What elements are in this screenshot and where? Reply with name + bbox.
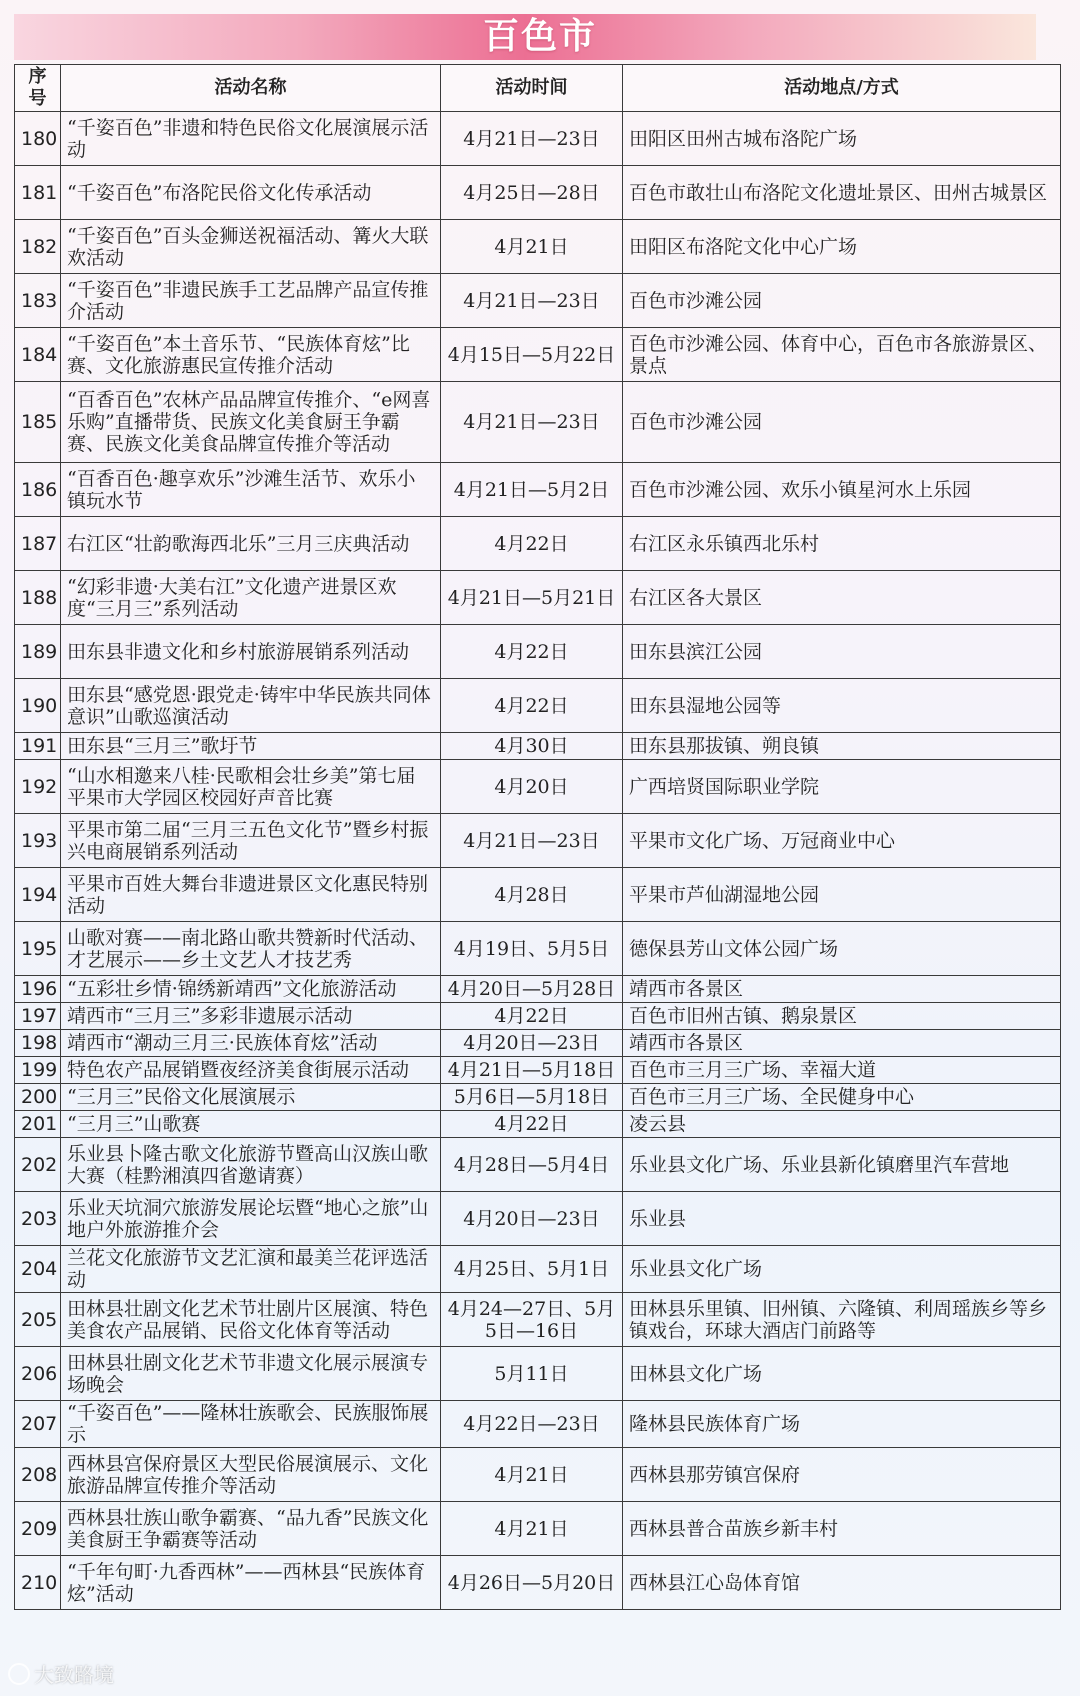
table-row: [15, 1057, 1061, 1084]
table-row: [15, 1030, 1061, 1057]
row-number: 202: [15, 1138, 61, 1192]
activity-place: 百色市敢壮山布洛陀文化遗址景区、田州古城景区: [623, 166, 1061, 220]
activity-time: 4月21日: [441, 1448, 623, 1502]
activity-name: “三月三”民俗文化展演展示: [61, 1084, 441, 1111]
activity-name: 乐业天坑洞穴旅游发展论坛暨“地心之旅”山地户外旅游推介会: [61, 1192, 441, 1246]
activity-time: 5月11日: [441, 1347, 623, 1401]
activity-time: 4月28日—5月4日: [441, 1138, 623, 1192]
watermark-logo-icon: [8, 1663, 30, 1685]
row-number: 210: [15, 1556, 61, 1610]
row-number: 183: [15, 274, 61, 328]
activity-table: [14, 64, 1061, 1610]
activity-name: 平果市第二届“三月三五色文化节”暨乡村振兴电商展销系列活动: [61, 814, 441, 868]
table-row: [15, 463, 1061, 517]
activity-place: 靖西市各景区: [623, 1030, 1061, 1057]
activity-time: 4月22日: [441, 679, 623, 733]
activity-time: 4月25日—28日: [441, 166, 623, 220]
activity-time: 4月21日—23日: [441, 112, 623, 166]
activity-place: 平果市文化广场、万冠商业中心: [623, 814, 1061, 868]
activity-place: 百色市沙滩公园、欢乐小镇星河水上乐园: [623, 463, 1061, 517]
row-number: 194: [15, 868, 61, 922]
table-row: [15, 1502, 1061, 1556]
activity-name: “千姿百色”本土音乐节、“民族体育炫”比赛、文化旅游惠民宣传推介活动: [61, 328, 441, 382]
activity-name: 田林县壮剧文化艺术节壮剧片区展演、特色美食农产品展销、民俗文化体育等活动: [61, 1293, 441, 1347]
row-number: 188: [15, 571, 61, 625]
table-header-row: [15, 65, 1061, 112]
table-body: [15, 112, 1061, 1610]
activity-name: “幻彩非遗·大美右江”文化遗产进景区欢度“三月三”系列活动: [61, 571, 441, 625]
table-row: [15, 1401, 1061, 1448]
table-row: [15, 382, 1061, 463]
activity-place: 乐业县: [623, 1192, 1061, 1246]
table-row: [15, 220, 1061, 274]
row-number: 208: [15, 1448, 61, 1502]
activity-name: “百香百色·趣享欢乐”沙滩生活节、欢乐小镇玩水节: [61, 463, 441, 517]
activity-time: 4月22日: [441, 517, 623, 571]
header-no: 序号: [15, 65, 61, 112]
row-number: 191: [15, 733, 61, 760]
activity-name: “千姿百色”——隆林壮族歌会、民族服饰展示: [61, 1401, 441, 1448]
activity-time: 4月22日: [441, 1003, 623, 1030]
table-row: [15, 1448, 1061, 1502]
activity-place: 百色市沙滩公园、体育中心，百色市各旅游景区、景点: [623, 328, 1061, 382]
table-row: [15, 1293, 1061, 1347]
activity-place: 乐业县文化广场、乐业县新化镇磨里汽车营地: [623, 1138, 1061, 1192]
table-row: [15, 1246, 1061, 1293]
activity-time: 4月20日—23日: [441, 1192, 623, 1246]
activity-time: 4月21日: [441, 1502, 623, 1556]
table-row: [15, 1003, 1061, 1030]
activity-place: 德保县芳山文体公园广场: [623, 922, 1061, 976]
row-number: 192: [15, 760, 61, 814]
row-number: 207: [15, 1401, 61, 1448]
header-place: 活动地点/方式: [623, 65, 1061, 112]
activity-name: “千姿百色”百头金狮送祝福活动、篝火大联欢活动: [61, 220, 441, 274]
row-number: 196: [15, 976, 61, 1003]
activity-name: “千姿百色”非遗和特色民俗文化展演展示活动: [61, 112, 441, 166]
table-row: [15, 1347, 1061, 1401]
row-number: 204: [15, 1246, 61, 1293]
activity-name: 田东县“感党恩·跟党走·铸牢中华民族共同体意识”山歌巡演活动: [61, 679, 441, 733]
row-number: 185: [15, 382, 61, 463]
row-number: 197: [15, 1003, 61, 1030]
activity-time: 4月19日、5月5日: [441, 922, 623, 976]
activity-name: “千年句町·九香西林”——西林县“民族体育炫”活动: [61, 1556, 441, 1610]
activity-time: 4月21日—5月21日: [441, 571, 623, 625]
page-title: 百色市: [482, 16, 597, 57]
activity-place: 凌云县: [623, 1111, 1061, 1138]
activity-time: 4月20日—23日: [441, 1030, 623, 1057]
table-row: [15, 1084, 1061, 1111]
row-number: 199: [15, 1057, 61, 1084]
row-number: 198: [15, 1030, 61, 1057]
activity-place: 广西培贤国际职业学院: [623, 760, 1061, 814]
activity-name: 兰花文化旅游节文艺汇演和最美兰花评选活动: [61, 1246, 441, 1293]
row-number: 195: [15, 922, 61, 976]
activity-place: 田阳区布洛陀文化中心广场: [623, 220, 1061, 274]
activity-place: 百色市沙滩公园: [623, 274, 1061, 328]
row-number: 190: [15, 679, 61, 733]
activity-time: 4月30日: [441, 733, 623, 760]
activity-place: 西林县那劳镇宫保府: [623, 1448, 1061, 1502]
table-row: [15, 868, 1061, 922]
activity-name: 右江区“壮韵歌海西北乐”三月三庆典活动: [61, 517, 441, 571]
activity-place: 百色市三月三广场、全民健身中心: [623, 1084, 1061, 1111]
activity-time: 4月20日: [441, 760, 623, 814]
activity-time: 4月21日: [441, 220, 623, 274]
row-number: 209: [15, 1502, 61, 1556]
activity-place: 隆林县民族体育广场: [623, 1401, 1061, 1448]
activity-place: 靖西市各景区: [623, 976, 1061, 1003]
activity-name: 乐业县卜隆古歌文化旅游节暨高山汉族山歌大赛（桂黔湘滇四省邀请赛）: [61, 1138, 441, 1192]
activity-time: 4月22日: [441, 1111, 623, 1138]
activity-name: 西林县宫保府景区大型民俗展演展示、文化旅游品牌宣传推介等活动: [61, 1448, 441, 1502]
table-row: [15, 625, 1061, 679]
activity-place: 田阳区田州古城布洛陀广场: [623, 112, 1061, 166]
row-number: 180: [15, 112, 61, 166]
activity-time: 4月24—27日、5月5日—16日: [441, 1293, 623, 1347]
activity-place: 田东县那拔镇、朔良镇: [623, 733, 1061, 760]
table-row: [15, 274, 1061, 328]
activity-name: “百香百色”农林产品品牌宣传推介、“e网喜乐购”直播带货、民族文化美食厨王争霸赛、民族文化美食品牌宣传推介等活动: [61, 382, 441, 463]
row-number: 182: [15, 220, 61, 274]
table-row: [15, 1556, 1061, 1610]
watermark: [8, 1659, 114, 1688]
activity-time: 4月21日—23日: [441, 382, 623, 463]
activity-name: “千姿百色”非遗民族手工艺品牌产品宣传推介活动: [61, 274, 441, 328]
activity-place: 平果市芦仙湖湿地公园: [623, 868, 1061, 922]
table-row: [15, 1138, 1061, 1192]
activity-time: 4月15日—5月22日: [441, 328, 623, 382]
activity-place: 田林县文化广场: [623, 1347, 1061, 1401]
activity-place: 百色市三月三广场、幸福大道: [623, 1057, 1061, 1084]
row-number: 186: [15, 463, 61, 517]
table-row: [15, 814, 1061, 868]
activity-place: 右江区各大景区: [623, 571, 1061, 625]
activity-place: 田东县湿地公园等: [623, 679, 1061, 733]
activity-time: 4月21日—23日: [441, 814, 623, 868]
watermark-text: 大致路境: [34, 1663, 114, 1687]
header-time: 活动时间: [441, 65, 623, 112]
row-number: 187: [15, 517, 61, 571]
activity-name: 靖西市“三月三”多彩非遗展示活动: [61, 1003, 441, 1030]
table-row: [15, 760, 1061, 814]
row-number: 206: [15, 1347, 61, 1401]
activity-time: 4月20日—5月28日: [441, 976, 623, 1003]
activity-name: “千姿百色”布洛陀民俗文化传承活动: [61, 166, 441, 220]
table-row: [15, 1111, 1061, 1138]
header-name: 活动名称: [61, 65, 441, 112]
row-number: 205: [15, 1293, 61, 1347]
row-number: 189: [15, 625, 61, 679]
activity-place: 西林县江心岛体育馆: [623, 1556, 1061, 1610]
table-row: [15, 976, 1061, 1003]
row-number: 201: [15, 1111, 61, 1138]
activity-name: 靖西市“潮动三月三·民族体育炫”活动: [61, 1030, 441, 1057]
activity-time: 4月22日—23日: [441, 1401, 623, 1448]
activity-time: 4月22日: [441, 625, 623, 679]
activity-name: 特色农产品展销暨夜经济美食街展示活动: [61, 1057, 441, 1084]
row-number: 181: [15, 166, 61, 220]
activity-name: 田东县“三月三”歌圩节: [61, 733, 441, 760]
activity-name: 田林县壮剧文化艺术节非遗文化展示展演专场晚会: [61, 1347, 441, 1401]
table-row: [15, 328, 1061, 382]
activity-place: 右江区永乐镇西北乐村: [623, 517, 1061, 571]
activity-time: 4月21日—5月18日: [441, 1057, 623, 1084]
row-number: 200: [15, 1084, 61, 1111]
table-row: [15, 517, 1061, 571]
table-row: [15, 166, 1061, 220]
activity-place: 乐业县文化广场: [623, 1246, 1061, 1293]
title-banner: [0, 0, 1080, 64]
activity-time: 4月26日—5月20日: [441, 1556, 623, 1610]
table-row: [15, 112, 1061, 166]
row-number: 184: [15, 328, 61, 382]
activity-time: 5月6日—5月18日: [441, 1084, 623, 1111]
table-row: [15, 679, 1061, 733]
activity-name: 田东县非遗文化和乡村旅游展销系列活动: [61, 625, 441, 679]
row-number: 193: [15, 814, 61, 868]
activity-place: 田林县乐里镇、旧州镇、六隆镇、利周瑶族乡等乡镇戏台，环球大酒店门前路等: [623, 1293, 1061, 1347]
activity-time: 4月21日—5月2日: [441, 463, 623, 517]
activity-place: 田东县滨江公园: [623, 625, 1061, 679]
activity-name: 山歌对赛——南北路山歌共赞新时代活动、才艺展示——乡土文艺人才技艺秀: [61, 922, 441, 976]
activity-time: 4月25日、5月1日: [441, 1246, 623, 1293]
activity-place: 百色市沙滩公园: [623, 382, 1061, 463]
table-row: [15, 571, 1061, 625]
activity-name: “山水相邀来八桂·民歌相会壮乡美”第七届平果市大学园区校园好声音比赛: [61, 760, 441, 814]
table-row: [15, 1192, 1061, 1246]
table-row: [15, 922, 1061, 976]
activity-place: 百色市旧州古镇、鹅泉景区: [623, 1003, 1061, 1030]
activity-place: 西林县普合苗族乡新丰村: [623, 1502, 1061, 1556]
table-row: [15, 733, 1061, 760]
activity-name: “五彩壮乡情·锦绣新靖西”文化旅游活动: [61, 976, 441, 1003]
activity-name: 平果市百姓大舞台非遗进景区文化惠民特别活动: [61, 868, 441, 922]
activity-name: 西林县壮族山歌争霸赛、“品九香”民族文化美食厨王争霸赛等活动: [61, 1502, 441, 1556]
activity-time: 4月21日—23日: [441, 274, 623, 328]
activity-time: 4月28日: [441, 868, 623, 922]
row-number: 203: [15, 1192, 61, 1246]
activity-name: “三月三”山歌赛: [61, 1111, 441, 1138]
